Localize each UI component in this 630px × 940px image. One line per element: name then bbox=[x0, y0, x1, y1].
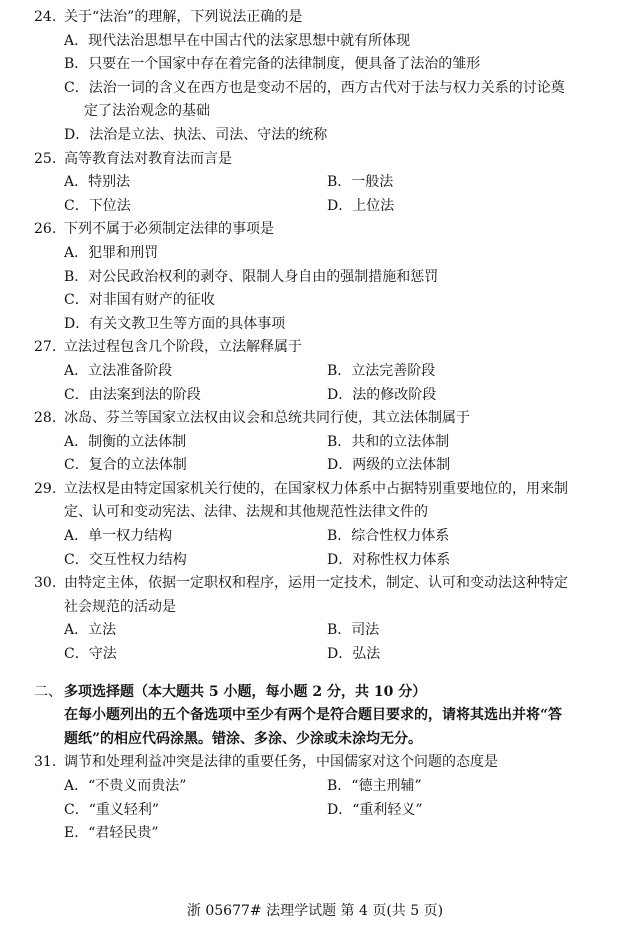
question-24 bbox=[34, 6, 608, 148]
question-number: 31. bbox=[34, 754, 57, 771]
section-heading: 二、 多项选择题（本大题共 5 小题，每小题 2 分，共 10 分） bbox=[34, 683, 427, 700]
option-b: B．只要在一个国家中存在着完备的法律制度，便具备了法治的雏形 bbox=[64, 56, 481, 73]
question-text: 立法权是由特定国家机关行使的，在国家权力体系中占据特别重要地位的，用来制 bbox=[64, 480, 568, 497]
option-c: C．“重义轻利” bbox=[64, 801, 160, 818]
option-a: A．制衡的立法体制 bbox=[64, 433, 187, 450]
option-d: D．弘法 bbox=[327, 646, 381, 663]
option-c: C．对非国有财产的征收 bbox=[64, 292, 215, 309]
option-d: D．两级的立法体制 bbox=[327, 457, 451, 474]
option-c: C．守法 bbox=[64, 646, 117, 663]
option-c: C．交互性权力结构 bbox=[64, 551, 187, 568]
option-b: B．共和的立法体制 bbox=[327, 433, 450, 450]
question-30 bbox=[34, 572, 608, 666]
option-c: C．由法案到法的阶段 bbox=[64, 386, 201, 403]
question-text: 由特定主体，依据一定职权和程序，运用一定技术，制定、认可和变动法这种特定 bbox=[64, 575, 568, 592]
option-b: B．司法 bbox=[327, 622, 380, 639]
option-c: C．法治一词的含义在西方也是变动不居的，西方古代对于法与权力关系的讨论奠 bbox=[64, 79, 565, 96]
option-d: D．“重利轻义” bbox=[327, 801, 423, 818]
option-c-continuation: 定了法治观念的基础 bbox=[84, 103, 210, 120]
section-multiple-choice bbox=[34, 681, 608, 752]
option-b: B．“德主刑辅” bbox=[327, 778, 422, 794]
option-d: D．对称性权力体系 bbox=[327, 551, 451, 568]
question-number: 26. bbox=[34, 221, 57, 238]
question-text-continuation: 社会规范的活动是 bbox=[64, 598, 176, 615]
option-a: A．“不贵义而贵法” bbox=[64, 778, 187, 794]
option-d: D．法治是立法、执法、司法、守法的统称 bbox=[64, 126, 328, 143]
question-text: 调节和处理利益冲突是法律的重要任务，中国儒家对这个问题的态度是 bbox=[64, 754, 498, 771]
question-number: 29. bbox=[34, 480, 57, 497]
option-e: E．“君轻民贵” bbox=[64, 825, 159, 842]
question-29 bbox=[34, 478, 608, 572]
option-a: A．立法 bbox=[64, 622, 117, 639]
question-31 bbox=[34, 751, 608, 845]
option-a: A．特别法 bbox=[64, 174, 131, 191]
question-number: 24. bbox=[34, 9, 57, 25]
question-text-continuation: 定、认可和变动宪法、法律、法规和其他规范性法律文件的 bbox=[64, 504, 428, 521]
question-number: 25. bbox=[34, 150, 57, 167]
question-26 bbox=[34, 218, 608, 336]
section-instruction-continuation: 题纸”的相应代码涂黑。错涂、多涂、少涂或未涂均无分。 bbox=[64, 730, 423, 747]
question-text: 下列不属于必须制定法律的事项是 bbox=[64, 221, 274, 238]
question-number: 27. bbox=[34, 339, 57, 356]
option-d: D．法的修改阶段 bbox=[327, 386, 437, 403]
question-25 bbox=[34, 148, 608, 219]
option-a: A．立法准备阶段 bbox=[64, 362, 173, 379]
question-27 bbox=[34, 336, 608, 407]
question-number: 28. bbox=[34, 410, 57, 427]
option-b: B．立法完善阶段 bbox=[327, 362, 436, 379]
question-28 bbox=[34, 407, 608, 478]
section-instruction: 在每小题列出的五个备选项中至少有两个是符合题目要求的，请将其选出并将“答 bbox=[64, 707, 563, 724]
option-d: D．上位法 bbox=[327, 197, 395, 214]
option-a: A．现代法治思想早在中国古代的法家思想中就有所体现 bbox=[64, 32, 411, 49]
option-b: B．综合性权力体系 bbox=[327, 528, 450, 545]
question-text: 高等教育法对教育法而言是 bbox=[64, 150, 232, 167]
option-a: A．单一权力结构 bbox=[64, 528, 173, 545]
question-text: 立法过程包含几个阶段，立法解释属于 bbox=[64, 339, 302, 356]
option-a: A．犯罪和刑罚 bbox=[64, 244, 159, 261]
option-b: B．对公民政治权利的剥夺、限制人身自由的强制措施和惩罚 bbox=[64, 268, 439, 285]
page-footer: 浙 05677# 法理学试题 第 4 页(共 5 页) bbox=[186, 903, 444, 919]
question-number: 30. bbox=[34, 575, 57, 592]
question-text: 冰岛、芬兰等国家立法权由议会和总统共同行使，其立法体制属于 bbox=[64, 410, 470, 427]
option-d: D．有关文教卫生等方面的具体事项 bbox=[64, 315, 286, 332]
option-c: C．下位法 bbox=[64, 197, 131, 214]
option-c: C．复合的立法体制 bbox=[64, 457, 187, 474]
question-text: 关于“法治”的理解，下列说法正确的是 bbox=[64, 9, 303, 25]
option-b: B．一般法 bbox=[327, 174, 394, 191]
